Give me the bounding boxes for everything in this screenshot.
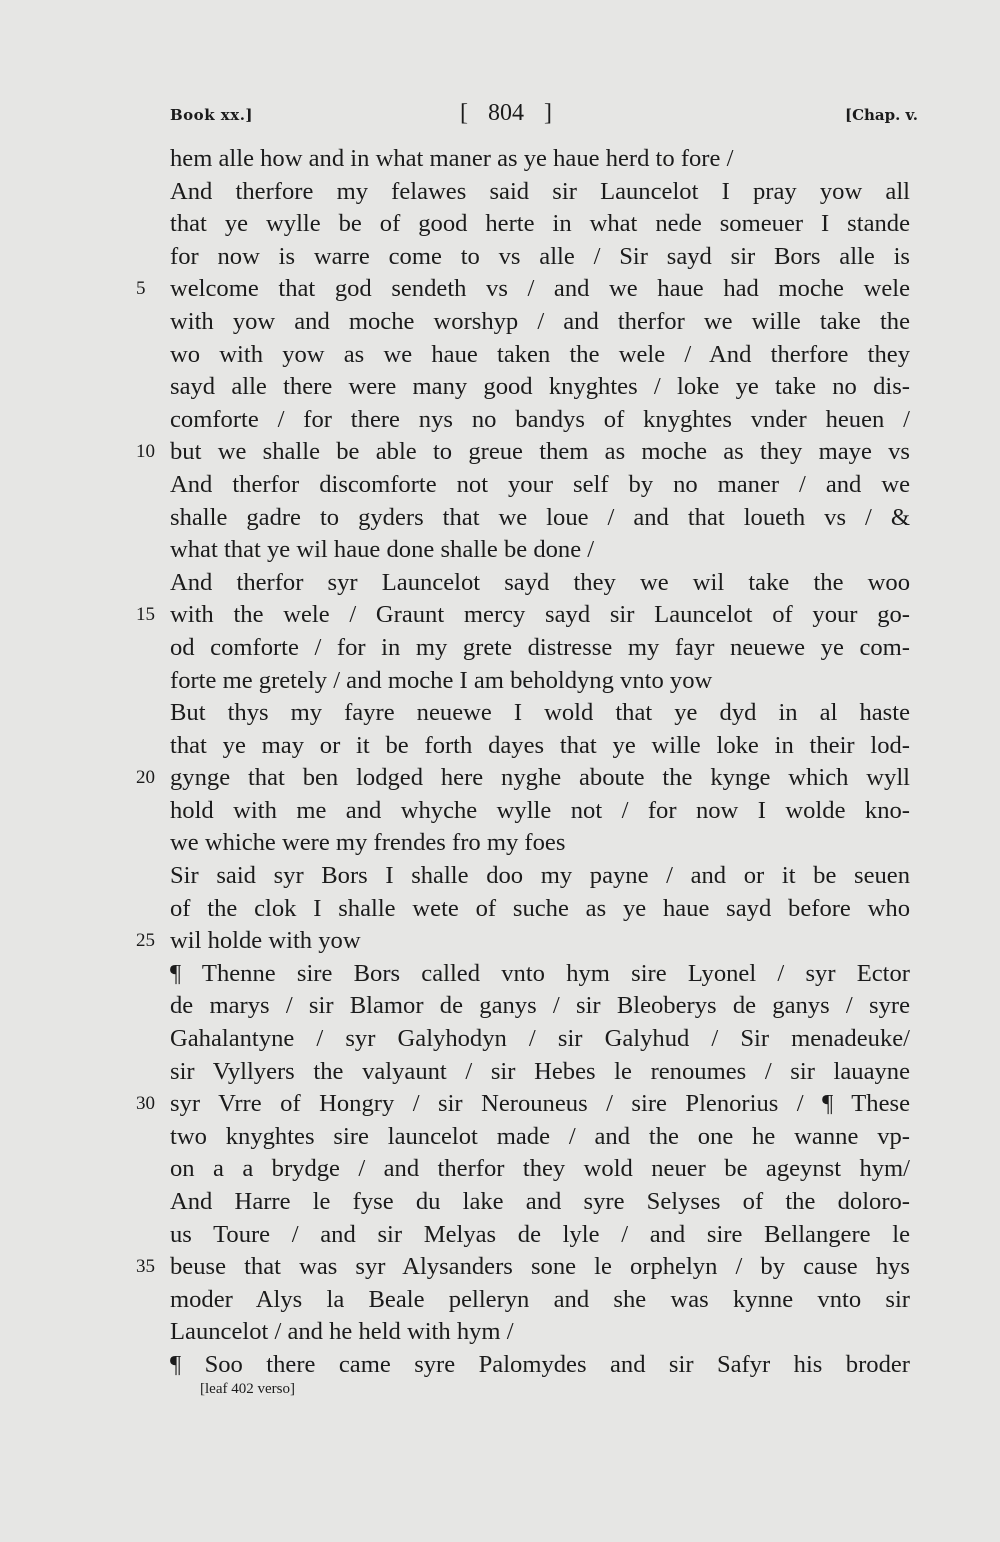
text-line <box>170 860 910 893</box>
text-line <box>170 1023 910 1056</box>
line-text: And therfor syr Launcelot sayd they we wil take the woo <box>170 568 910 596</box>
text-line <box>170 958 910 991</box>
page-number: [ 804 ] <box>460 100 552 126</box>
text-line <box>170 208 910 241</box>
line-number: 5 <box>136 278 146 300</box>
line-text: of the clok I shalle wete of suche as ye haue sayd before who <box>170 894 910 922</box>
text-line <box>170 404 910 437</box>
text-line <box>170 893 910 926</box>
text-line <box>136 273 910 306</box>
text-line <box>136 762 910 795</box>
line-number: 25 <box>136 930 155 952</box>
line-text: two knyghtes sire launcelot made / and the one he wanne vp- <box>170 1122 910 1150</box>
line-text: Gahalantyne / syr Galyhodyn / sir Galyhud / Sir menadeuke/ <box>170 1025 910 1053</box>
line-text: us Toure / and sir Melyas de lyle / and sire Bellangere le <box>170 1220 910 1248</box>
text-line <box>170 632 910 665</box>
line-text: wil holde with yow <box>170 927 361 955</box>
line-text: shalle gadre to gyders that we loue / and that loueth vs / & <box>170 503 910 531</box>
text-line <box>170 827 910 860</box>
text-line <box>170 1056 910 1089</box>
line-text: with the wele / Graunt mercy sayd sir Launcelot of your go- <box>170 601 910 629</box>
text-line <box>170 534 910 567</box>
chapter-label: [Chap. v. <box>844 106 918 124</box>
line-text: moder Alys la Beale pelleryn and she was kynne vnto sir <box>170 1285 910 1313</box>
text-line <box>136 925 910 958</box>
line-text: sir Vyllyers the valyaunt / sir Hebes le renoumes / sir lauayne <box>170 1057 910 1085</box>
line-text: And therfor discomforte not your self by no maner / and we <box>170 470 910 498</box>
line-text: that ye wylle be of good herte in what nede someuer I stande <box>170 210 910 238</box>
text-line <box>170 306 910 339</box>
text-line <box>170 990 910 1023</box>
text-line <box>170 143 910 176</box>
text-line <box>170 1219 910 1252</box>
line-text: with yow and moche worshyp / and therfor we wille take the <box>170 307 910 335</box>
text-line <box>136 1251 910 1284</box>
text-line <box>170 469 910 502</box>
line-text: But thys my fayre neuewe I wold that ye dyd in al haste <box>170 699 910 727</box>
line-text: beuse that was syr Alysanders sone le orphelyn / by cause hys <box>170 1253 910 1281</box>
text-line <box>170 665 910 698</box>
line-text: Launcelot / and he held with hym / <box>170 1318 514 1346</box>
line-text: on a a brydge / and therfor they wold neuer be ageynst hym/ <box>170 1155 910 1183</box>
text-line <box>170 1153 910 1186</box>
leaf-note: [leaf 402 verso] <box>200 1381 295 1397</box>
text-line <box>170 1186 910 1219</box>
text-line <box>136 599 910 632</box>
line-text: syr Vrre of Hongry / sir Nerouneus / sire Plenorius / ¶ These <box>170 1090 910 1118</box>
text-line <box>170 1121 910 1154</box>
line-text: And Harre le fyse du lake and syre Selyses of the doloro- <box>170 1188 910 1215</box>
line-text: we whiche were my frendes fro my foes <box>170 829 566 857</box>
line-text: ¶ Soo there came syre Palomydes and sir Safyr his broder <box>170 1350 910 1378</box>
text-line <box>170 176 910 209</box>
line-number: 35 <box>136 1256 155 1278</box>
text-line <box>170 1349 910 1382</box>
line-number: 15 <box>136 604 155 626</box>
line-text: gynge that ben lodged here nyghe aboute the kynge which wyll <box>170 764 910 792</box>
text-line <box>170 795 910 828</box>
line-text: what that ye wil haue done shalle be done / <box>170 536 595 564</box>
text-line <box>170 371 910 404</box>
line-text: od comforte / for in my grete distresse my fayr neuewe ye com- <box>170 633 910 661</box>
line-text: for now is warre come to vs alle / Sir sayd sir Bors alle is <box>170 242 910 270</box>
line-text: comforte / for there nys no bandys of knyghtes vnder heuen / <box>170 405 910 433</box>
line-text: that ye may or it be forth dayes that ye wille loke in their lod- <box>170 731 910 759</box>
line-text: And therfore my felawes said sir Launcelot I pray yow all <box>170 177 910 205</box>
body-text <box>136 143 910 1382</box>
text-line <box>170 1284 910 1317</box>
line-text: de marys / sir Blamor de ganys / sir Bleoberys de ganys / syre <box>170 992 910 1020</box>
text-line <box>170 730 910 763</box>
text-line <box>170 567 910 600</box>
line-text: Sir said syr Bors I shalle doo my payne / and or it be seuen <box>170 862 910 890</box>
line-text: but we shalle be able to greue them as moche as they maye vs <box>170 438 910 466</box>
line-text: hem alle how and in what maner as ye haue herd to fore / <box>170 145 734 172</box>
line-text: welcome that god sendeth vs / and we haue had moche wele <box>170 275 910 303</box>
text-line <box>170 241 910 274</box>
text-line <box>170 697 910 730</box>
line-text: sayd alle there were many good knyghtes / loke ye take no dis- <box>170 373 910 401</box>
line-text: ¶ Thenne sire Bors called vnto hym sire Lyonel / syr Ector <box>170 959 910 987</box>
text-line <box>136 436 910 469</box>
line-number: 30 <box>136 1093 155 1115</box>
line-text: wo with yow as we haue taken the wele / And therfore they <box>170 340 910 368</box>
text-line <box>170 1316 910 1349</box>
line-text: forte me gretely / and moche I am beholdyng vnto yow <box>170 666 713 694</box>
text-line <box>170 339 910 372</box>
line-text: hold with me and whyche wylle not / for now I wolde kno- <box>170 796 910 824</box>
running-header <box>170 100 918 136</box>
text-line <box>136 1088 910 1121</box>
text-line <box>170 502 910 535</box>
book-label: Book xx.] <box>170 106 254 124</box>
line-number: 20 <box>136 767 155 789</box>
line-number: 10 <box>136 441 155 463</box>
